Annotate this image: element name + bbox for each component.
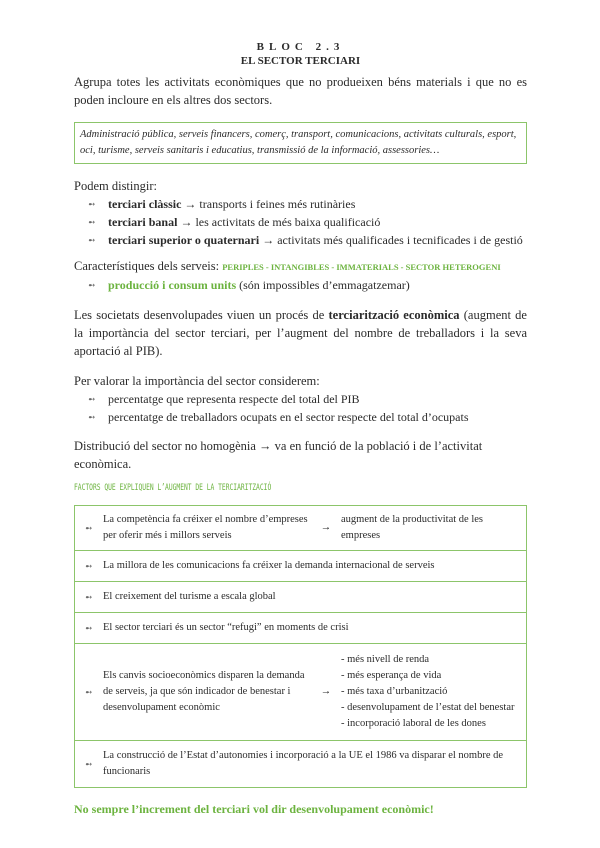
distinguish-list xyxy=(74,195,527,249)
bloc-label: BLOC 2.3 xyxy=(256,41,345,53)
page-title: EL SECTOR TERCIARI xyxy=(240,55,361,67)
factor-cause: La competència fa créixer el nombre d’empreses per oferir més i millors serveis xyxy=(103,514,308,541)
factor-cause: Els canvis socioeconòmics disparen la demanda de serveis, ja que són indicador de benestar i desenvolupament econòmic xyxy=(103,670,305,713)
characteristics-tags: PERIPLES - INTANGIBLES - IMMATERIALS - SECTOR HETEROGENI xyxy=(222,262,501,272)
term: terciari clàssic xyxy=(108,197,182,211)
factors-title: FACTORS QUE EXPLIQUEN L’AUGMENT DE LA TERCIARITZACIÓ xyxy=(74,483,272,493)
right-arrow-icon: → xyxy=(320,686,332,697)
list-item xyxy=(88,231,527,249)
factor-text: El creixement del turisme a escala global xyxy=(103,591,276,602)
text: Les societats desenvolupades viuen un procés de xyxy=(74,308,329,322)
distribution-paragraph: Distribució del sector no homogènia → va en funció de la població i de l’activitat econòmica. xyxy=(74,439,483,471)
characteristics-list xyxy=(74,276,527,294)
arrow-bullet-icon: ➻ xyxy=(88,394,96,404)
effect-item: - més esperança de vida xyxy=(341,670,442,681)
arrow-bullet-icon: ➻ xyxy=(85,687,93,697)
arrow-bullet-icon: ➻ xyxy=(88,412,96,422)
characteristics-line xyxy=(74,257,527,276)
factor-text: La millora de les comunicacions fa créixer la demanda internacional de serveis xyxy=(103,560,435,571)
list-item xyxy=(88,213,527,231)
item-text: percentatge de treballadors ocupats en el sector respecte del total d’ocupats xyxy=(108,410,469,424)
table-row xyxy=(75,644,527,741)
page xyxy=(74,0,527,817)
term-desc: → activitats més qualificades i tecnificades i de gestió xyxy=(259,233,523,247)
item-text: percentatge que representa respecte del total del PIB xyxy=(108,392,360,406)
list-item xyxy=(88,390,527,408)
text: (augment de la importància del sector terciari, per l’augment del nombre de treballadors i la seva aportació al PIB). xyxy=(74,308,527,358)
term-desc: → transports i feines més rutinàries xyxy=(181,197,356,211)
list-item xyxy=(88,195,527,213)
factor-effect: augment de la productivitat de les empreses xyxy=(341,514,483,541)
arrow-bullet-icon: ➻ xyxy=(88,280,96,290)
arrow-bullet-icon: ➻ xyxy=(85,623,93,633)
factors-table xyxy=(74,505,527,788)
arrow-bullet-icon: ➻ xyxy=(88,235,96,245)
arrow-bullet-icon: ➻ xyxy=(85,592,93,602)
term: terciarització econòmica xyxy=(328,308,460,322)
table-row xyxy=(75,506,527,551)
effect-item: - més taxa d’urbanització xyxy=(341,686,448,697)
factor-text: El sector terciari és un sector “refugi” en moments de crisi xyxy=(103,622,349,633)
table-row xyxy=(75,613,527,644)
closing-note: No sempre l’increment del terciari vol dir desenvolupament econòmic! xyxy=(74,802,434,816)
list-item xyxy=(88,408,527,426)
characteristics-label: Característiques dels serveis: xyxy=(74,259,223,273)
effect-item: - incorporació laboral de les dones xyxy=(341,718,486,729)
table-row xyxy=(75,582,527,613)
term: terciari banal xyxy=(108,215,178,229)
arrow-bullet-icon: ➻ xyxy=(88,217,96,227)
arrow-bullet-icon: ➻ xyxy=(85,759,93,769)
table-row xyxy=(75,551,527,582)
distinguish-label: Podem distingir: xyxy=(74,179,157,193)
factor-text: La construcció de l’Estat d’autonomies i incorporació a la UE el 1986 va disparar el nombre de funcionaris xyxy=(103,750,504,777)
term-desc: (són impossibles d’emmagatzemar) xyxy=(236,278,410,292)
examples-box xyxy=(74,122,527,164)
arrow-bullet-icon: ➻ xyxy=(88,199,96,209)
term: producció i consum units xyxy=(108,278,237,292)
effect-item: - desenvolupament de l’estat del benestar xyxy=(341,702,515,713)
examples-text: Administració pública, serveis financers, comerç, transport, comunicacions, activitats culturals, esport, oci, turisme, serveis sanitaris i educatius, transmissió de la informació, assessories… xyxy=(80,129,517,156)
importance-label: Per valorar la importància del sector considerem: xyxy=(74,374,320,388)
tertiarization-paragraph xyxy=(74,306,527,360)
arrow-bullet-icon: ➻ xyxy=(85,523,93,533)
intro-paragraph: Agrupa totes les activitats econòmiques que no produeixen béns materials i que no es poden incloure en els altres dos sectors. xyxy=(74,75,527,107)
factor-effects-list xyxy=(341,652,520,732)
term: terciari superior o quaternari xyxy=(108,233,260,247)
arrow-bullet-icon: ➻ xyxy=(85,561,93,571)
term-desc: → les activitats de més baixa qualificació xyxy=(177,215,381,229)
right-arrow-icon: → xyxy=(320,522,332,533)
effect-item: - més nivell de renda xyxy=(341,654,430,665)
list-item xyxy=(88,276,527,294)
importance-list xyxy=(74,390,527,426)
table-row xyxy=(75,741,527,788)
